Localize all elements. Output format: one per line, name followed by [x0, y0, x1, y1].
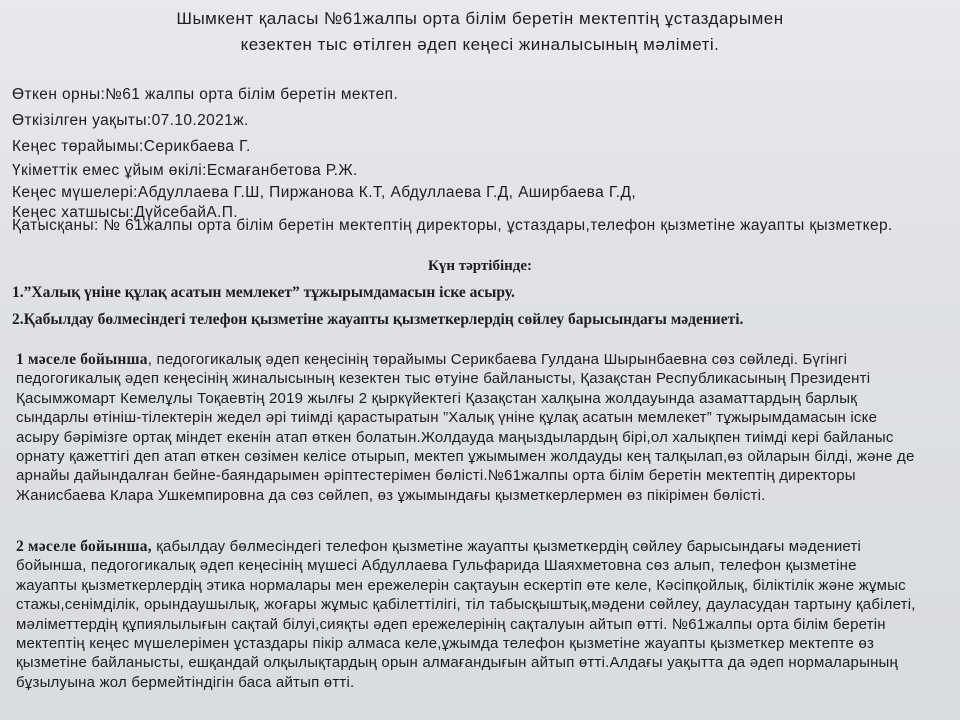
- document-title-line-1: Шымкент қаласы №61жалпы орта білім беретін мектептің ұстаздарымен: [176, 9, 784, 28]
- participants: Қатысқаны: № 61жалпы орта білім беретін мектептің директоры, ұстаздары,телефон қызметіне жауапты қызметкер.: [12, 217, 893, 234]
- agenda-heading: Күн тәртібінде:: [427, 258, 533, 274]
- section-1-text: , педогогикалық әдеп кеңесінің төрайымы Серикбаева Гулдана Шырынбаевна сөз сөйледі. Бүгінгі педогогикалық әдеп кеңесінің жиналысының кезектен тыс өтуіне байланысты, Қазақстан Республикасының Президенті Қасымжомарт Кемелұлы Тоқаевтің 2019 жылғы 2 қыркүйектегі Қазақстан халқына жолдауында азаматтардың барлық сындарлы өтініш-тілектерін жедел әрі тиімді қарастыратын ”Халық үніне құлақ асатын мемлекет” тұжырымдамасын іске асыру бәрімізге ортақ міндет екенін атап өткен болатын.Жолдауда маңыздылардың бірі,ол халықпен тиімді кері байланыс орнату қажеттігі деп атап өткен сөзімен келісе отырып, мектеп ұжымымен жолдауды кең талқылап,өз ойларын білді, және де арнайы дайындалған бейне-баяндарымен әріптестерімен бөлісті.№61жалпы орта білім беретін мектептің директоры Жанисбаева Клара Ушкемпировна да сөз сөйлеп, өз ұжымындағы қызметкерлермен өз пікірімен бөлісті.: [16, 351, 915, 504]
- ngo-representative: Үкіметтік емес ұйым өкілі:Есмағанбетова Р.Ж.: [12, 162, 358, 179]
- agenda-item-1: 1.”Халық үніне құлақ асатын мемлекет” тұжырымдамасын іске асыру.: [12, 284, 515, 301]
- meeting-place: Өткен орны:№61 жалпы орта білім беретін мектеп.: [12, 86, 399, 103]
- section-1-lead: 1 мәселе бойынша: [16, 351, 148, 368]
- section-2-text: қабылдау бөлмесіндегі телефон қызметіне жауапты қызметкердің сөйлеу барысындағы мәдениеті бойынша, педогогикалық әдеп кеңесінің мүшесі Абдуллаева Гульфарида Шаяхметовна сөз алып, телефон қызметіне жауапты қызметкерлердің этика нормалары мен ережелерін сақтауын ескертіп өте келе, Кәсіпқойлық, біліктілік және жұмыс стажы,сенімділік, орындаушылық, жоғары жұмыс қабілеттілігі, тіл табысқыштық,мәдени сөйлеу, дауласудан тартыну қабілеті, мәліметтердің құпиялылығын сақтай білуі,сияқты әдеп ережелерінің сақталуын айтып өтті. №61жалпы орта білім беретін мектептің кеңес мүшелерімен ұстаздары пікір алмаса келе,ұжымда телефон қызметіне жауапты қызметкер мектепте өз қызметіне байланысты, ешқандай олқылықтардың орын алмағандығын айтып өтті.Алдағы уақытта да әдеп нормаларының бұзылуына жол бермейтіндігін баса айтып өтті.: [16, 538, 916, 691]
- section-2-paragraph: [16, 537, 916, 692]
- council-members: Кеңес мүшелері:Абдуллаева Г.Ш, Пиржанова К.Т, Абдуллаева Г.Д, Аширбаева Г.Д,: [12, 184, 637, 201]
- section-2-lead: 2 мәселе бойынша,: [16, 538, 152, 555]
- agenda-item-2: 2.Қабылдау бөлмесіндегі телефон қызметіне жауапты қызметкерлердің сөйлеу барысындағы мәдениеті.: [12, 311, 744, 328]
- council-chair: Кеңес төрайымы:Серикбаева Г.: [12, 138, 251, 155]
- council-secretary: Кеңес хатшысы:ДүйсебайА.П.: [12, 204, 239, 221]
- section-1-paragraph: [16, 350, 916, 505]
- meeting-date: Өткізілген уақыты:07.10.2021ж.: [12, 112, 249, 129]
- document-title-line-2: кезектен тыс өтілген әдеп кеңесі жиналысының мәліметі.: [240, 35, 720, 54]
